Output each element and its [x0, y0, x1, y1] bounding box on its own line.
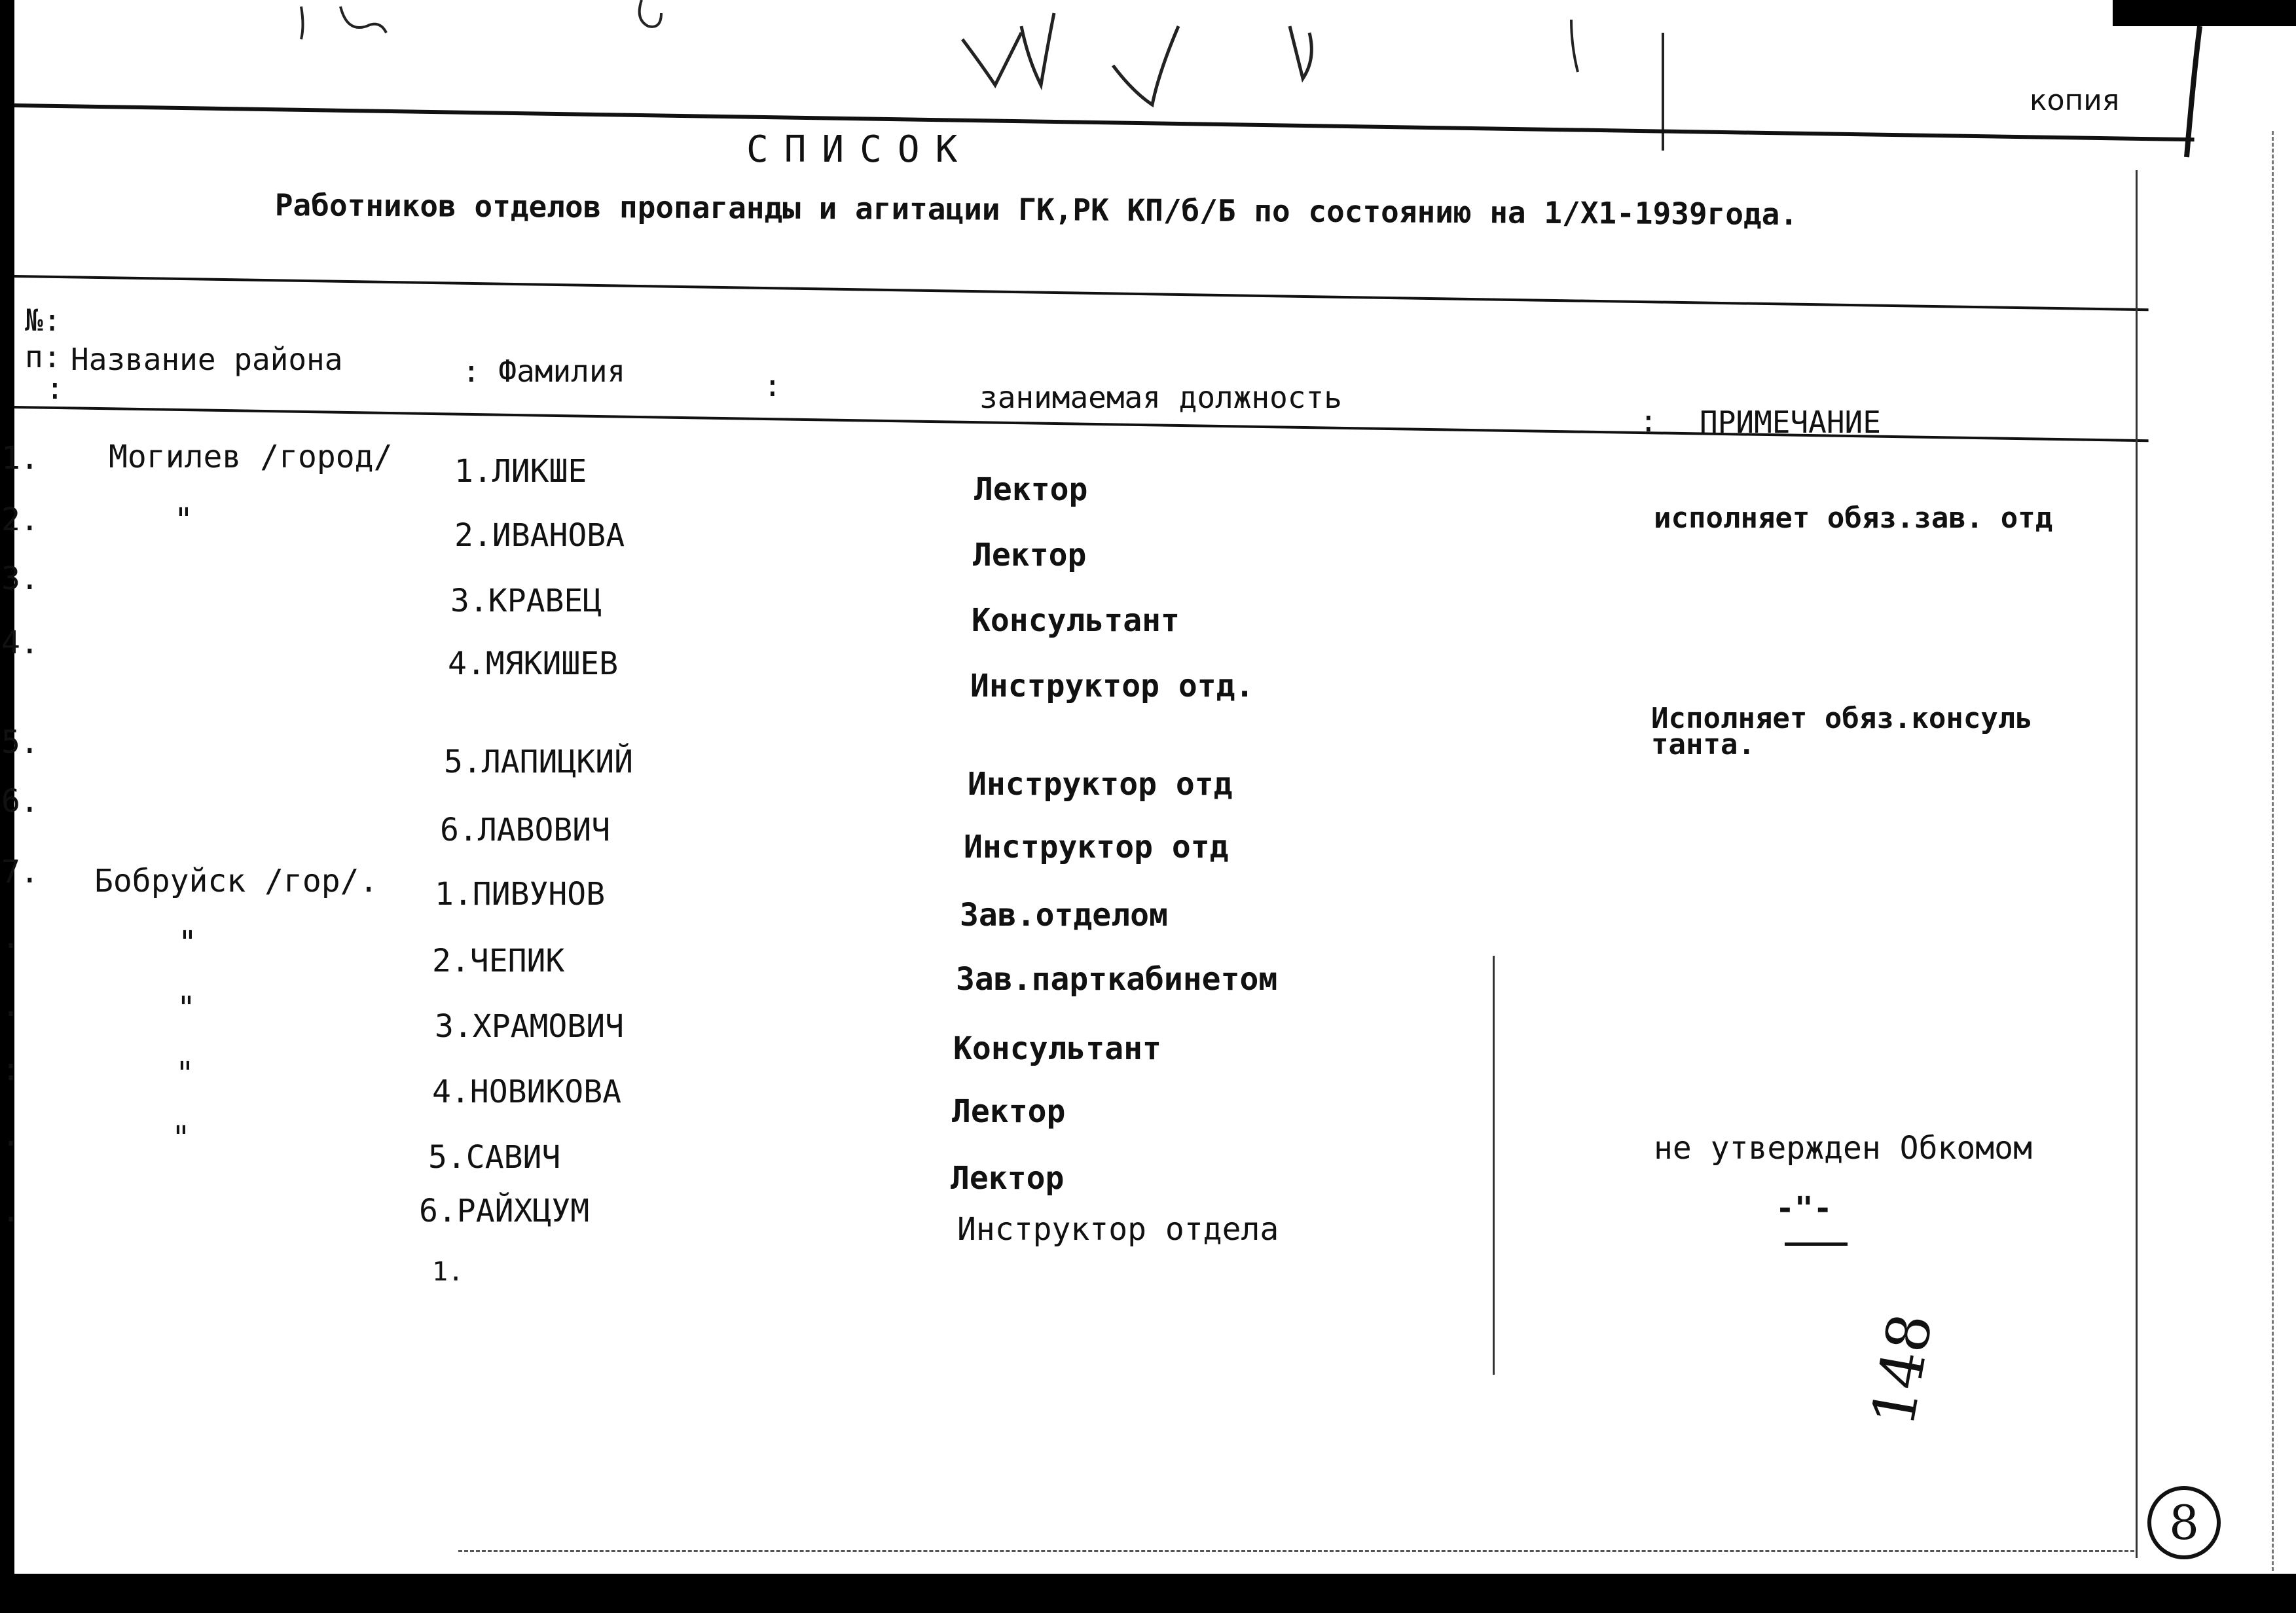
- row-position: Инструктор отд.: [970, 668, 1254, 704]
- scan-bottom-edge: [0, 1574, 2296, 1613]
- row-surname: 1.ЛИКШЕ: [454, 453, 587, 490]
- row-note: Исполняет обяз.консуль тaнта.: [1651, 702, 2033, 761]
- row-number: 5.: [1, 724, 39, 761]
- row-district: ": [172, 1119, 191, 1156]
- row-number: 7.: [1, 854, 39, 890]
- row-position: Зав.отделом: [960, 897, 1168, 933]
- row-number: 3.: [1, 560, 39, 597]
- row-district: ": [174, 501, 193, 538]
- row-surname: 4.НОВИКОВА: [432, 1074, 621, 1110]
- handwritten-page-number: 148: [1859, 1308, 1946, 1432]
- header-note: ПРИМЕЧАНИЕ: [1700, 405, 1881, 440]
- row-number: 2.: [1, 501, 39, 538]
- right-margin-line: [2272, 131, 2274, 1571]
- row-surname: 6.ЛАВОВИЧ: [440, 812, 611, 848]
- copy-mark: копия: [2030, 84, 2120, 117]
- header-num-bottom: п:: [25, 339, 62, 374]
- row-surname: 1.: [432, 1257, 464, 1287]
- row-position: Лектор: [973, 537, 1087, 573]
- row-position: Зав.парткабинетом: [956, 961, 1278, 998]
- row-number: .: [1, 919, 20, 956]
- row-number: 6.: [1, 783, 39, 820]
- row-surname: 3.ХРАМОВИЧ: [435, 1008, 624, 1045]
- header-separator: :: [763, 368, 782, 403]
- row-surname: 5.САВИЧ: [428, 1139, 561, 1176]
- row-position: Лектор: [974, 471, 1088, 508]
- row-number: 4.: [1, 625, 39, 661]
- row-position: Консультант: [953, 1030, 1161, 1067]
- header-district: Название района: [71, 342, 343, 377]
- row-district: Бобруйск /гор/.: [94, 863, 378, 899]
- header-surname: : Фамилия: [462, 353, 626, 389]
- row-position: Инструктор отд: [964, 829, 1229, 865]
- row-district: ": [175, 1055, 194, 1092]
- document-subtitle: Работников отделов пропаганды и агитации ГК,РК КП/б/Б по состоянию на 1/Х1-1939года.: [274, 187, 1798, 232]
- row-position: Лектор: [952, 1093, 1066, 1130]
- row-surname: 4.МЯКИШЕВ: [448, 645, 619, 682]
- column-divider: [1493, 956, 1495, 1375]
- row-position: Лектор: [951, 1160, 1065, 1197]
- row-position: Инструктор отд: [968, 766, 1233, 803]
- row-surname: 2.ИВАНОВА: [454, 517, 625, 554]
- row-surname: 1.ПИВУНОВ: [435, 876, 606, 913]
- row-surname: 5.ЛАПИЦКИЙ: [444, 744, 633, 780]
- row-note: не утвержден Обкомом: [1654, 1130, 2032, 1167]
- row-number: .: [1, 1193, 20, 1229]
- header-top-rule: [14, 275, 2149, 311]
- row-number: 1.: [1, 440, 39, 477]
- row-number: .: [1, 987, 20, 1024]
- circled-stamp-mark: 8: [2147, 1486, 2221, 1559]
- row-district: ": [177, 990, 196, 1026]
- row-position: Консультант: [972, 602, 1180, 639]
- handwritten-signatures: [0, 0, 2296, 170]
- header-num-colon: :: [46, 371, 64, 406]
- ditto-underline: [1785, 1242, 1848, 1246]
- row-note: исполняет обяз.зав. отд: [1654, 501, 2053, 535]
- row-note: -"-: [1776, 1190, 1832, 1227]
- header-num-top: №:: [25, 302, 62, 338]
- row-district: Могилев /город/: [109, 439, 393, 475]
- footer-dashed-line: [458, 1550, 2134, 1552]
- row-number: .: [1, 1117, 20, 1153]
- row-district: ": [178, 924, 197, 961]
- row-surname: 3.КРАВЕЦ: [450, 583, 602, 619]
- row-surname: 6.РАЙХЦУМ: [419, 1193, 590, 1229]
- right-column-border: [2136, 170, 2138, 1558]
- document-title: СПИСОК: [746, 128, 974, 171]
- row-position: Инструктор отдела: [957, 1211, 1279, 1248]
- header-note-colon: :: [1639, 403, 1658, 439]
- row-number: :: [1, 1051, 20, 1088]
- header-position: занимаемая должность: [979, 380, 1342, 415]
- row-surname: 2.ЧЕПИК: [432, 943, 565, 979]
